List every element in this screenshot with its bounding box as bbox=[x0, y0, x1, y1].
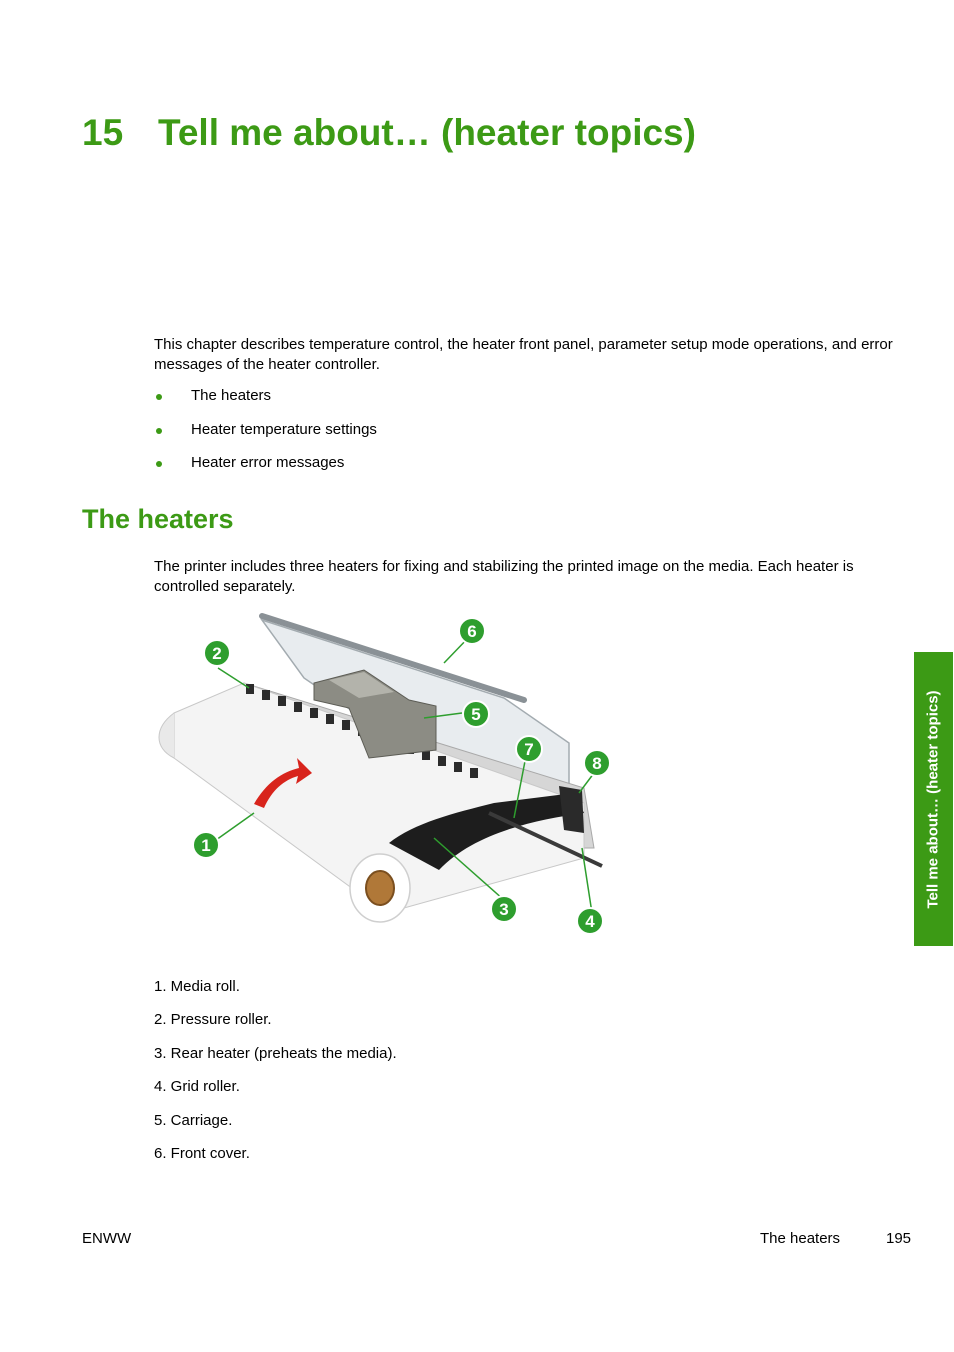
printer-heaters-illustration bbox=[154, 608, 614, 948]
callout-label: 4 bbox=[585, 912, 595, 931]
callout-label: 8 bbox=[592, 754, 602, 773]
bullet-icon bbox=[156, 461, 162, 467]
legend-item: 5. Carriage. bbox=[154, 1111, 233, 1129]
callout-label: 3 bbox=[499, 900, 509, 919]
topic-item[interactable] bbox=[154, 420, 377, 454]
callout-label: 2 bbox=[212, 644, 222, 663]
legend-item: 6. Front cover. bbox=[154, 1144, 250, 1162]
legend-item: 4. Grid roller. bbox=[154, 1078, 240, 1096]
callout-label: 6 bbox=[467, 622, 477, 641]
topic-label: Heater error messages bbox=[191, 454, 345, 471]
chapter-title-text: Tell me about… (heater topics) bbox=[158, 112, 696, 153]
bullet-icon bbox=[156, 394, 162, 400]
callout-7 bbox=[516, 736, 542, 762]
chapter-number: 15 bbox=[82, 112, 124, 153]
chapter-title bbox=[82, 112, 696, 154]
topic-item[interactable] bbox=[154, 453, 377, 487]
section-paragraph: The printer includes three heaters for fixing and stabilizing the printed image on the media. Each heater is controlled separately. bbox=[154, 558, 854, 595]
legend-item: 2. Pressure roller. bbox=[154, 1011, 272, 1029]
footer-section: The heaters bbox=[760, 1230, 841, 1247]
page-number: 195 bbox=[886, 1230, 912, 1247]
legend-item: 1. Media roll. bbox=[154, 978, 240, 995]
callout-4 bbox=[577, 908, 603, 934]
legend-item: 3. Rear heater (preheats the media). bbox=[154, 1044, 397, 1062]
figure-legend bbox=[154, 977, 397, 1177]
intro-paragraph: This chapter describes temperature control, the heater front panel, parameter setup mode operations, and error messages of the heater controller. bbox=[154, 336, 893, 373]
callout-2 bbox=[204, 640, 230, 666]
side-tab-label: Tell me about… (heater topics) bbox=[925, 689, 942, 909]
callout-3 bbox=[491, 896, 517, 922]
topic-label: Heater temperature settings bbox=[191, 420, 377, 438]
callout-6 bbox=[459, 618, 485, 644]
section-title: The heaters bbox=[82, 504, 234, 534]
callout-label: 7 bbox=[524, 740, 534, 759]
topic-item[interactable] bbox=[154, 386, 377, 420]
callout-1 bbox=[193, 832, 219, 858]
footer-left: ENWW bbox=[82, 1230, 132, 1247]
media-roll-core bbox=[366, 871, 394, 905]
chapter-side-tab[interactable] bbox=[914, 652, 953, 946]
bullet-icon bbox=[156, 428, 162, 434]
callout-5 bbox=[463, 701, 489, 727]
callout-8 bbox=[584, 750, 610, 776]
topic-list bbox=[154, 386, 377, 487]
topic-label: The heaters bbox=[191, 387, 272, 404]
callout-label: 5 bbox=[471, 705, 481, 724]
callout-label: 1 bbox=[201, 836, 211, 855]
